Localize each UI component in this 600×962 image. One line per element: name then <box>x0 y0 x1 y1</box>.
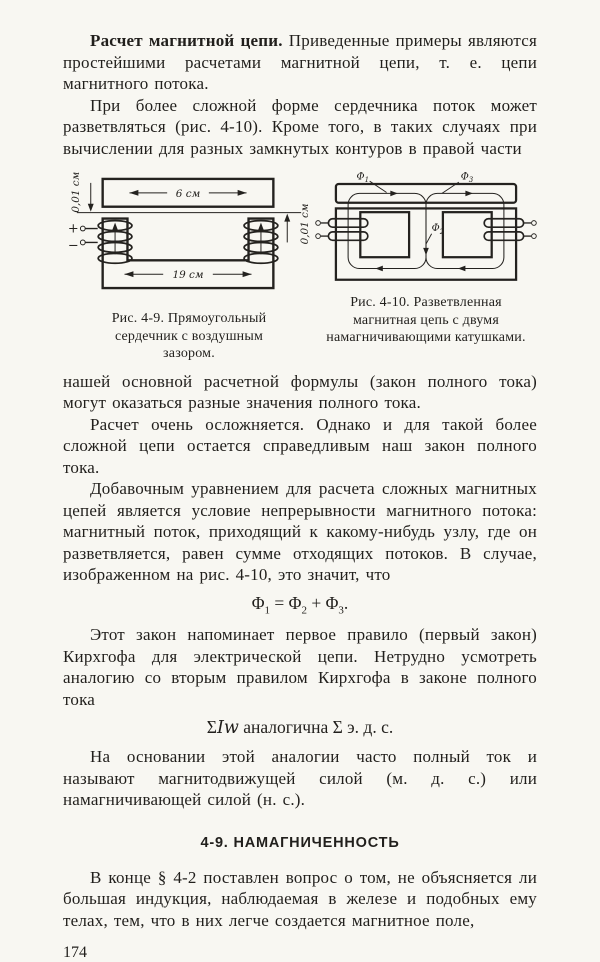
fig410-phi3-label: $\Phi_3$ <box>460 171 474 185</box>
formula-mmf-analogy: ΣIw аналогична Σ э. д. с. <box>206 717 394 738</box>
fig49-plus-sign: + <box>67 221 79 237</box>
fig49-gap-left-label: 0,01 см <box>69 171 82 213</box>
fig49-flux-arrow-left <box>112 223 118 231</box>
paragraph-kirchhoff-analogy: Этот закон напоминает первое правило (первый закон) Кирхгофа для электрической цепи. Нетрудно усмотреть аналогию со вторым правилом Кирхгофа в законе полного тока <box>63 625 537 709</box>
paragraph-continuity-condition: Добавочным уравнением для расчета сложных магнитных цепей является условие непрерывности магнитного потока: магнитный поток, приходящий к какому-нибудь узлу, где он разветвляется, равен сумме отходящих потоков. В случае, изображенном на рис. 4-10, это значит, что <box>63 479 537 584</box>
paragraph-calculation-complicated: Расчет очень осложняется. Однако и для такой более сложной цепи остается справедливым наш закон полного тока. <box>63 414 537 477</box>
paragraph-magnetization-intro: В конце § 4-2 поставлен вопрос о том, не объясняется ли большая индукция, наблюдаемая в железе и подобных ему телах, тем, что в них легче создается магнитное поле, <box>63 867 537 930</box>
section-heading-4-9: 4-9. НАМАГНИЧЕННОСТЬ <box>200 834 400 851</box>
fig-4-9-diagram <box>66 169 312 300</box>
fig-4-10-diagram <box>313 169 539 291</box>
figure-4-10 <box>315 169 537 347</box>
fig410-phi1-label: $\Phi_1$ <box>356 171 370 185</box>
figure-4-9 <box>63 169 315 363</box>
paragraph-mmf-naming: На основании этой аналогии часто полный ток и называют магнитодвижущей силой (м. д. с.) или намагничивающей силой (н. с.). <box>63 747 537 809</box>
page-number: 174 <box>63 944 87 961</box>
formula-flux-sum: $\Phi_1 = \Phi_2 + \Phi_3$. <box>251 592 349 616</box>
paragraph-lead-bold: Расчет магнитной цепи. <box>90 31 283 50</box>
paragraph-magnetic-circuit-intro <box>63 30 537 95</box>
fig49-flux-arrow-right <box>258 223 264 231</box>
fig49-dim-6cm-label: 6 см <box>175 187 201 200</box>
paragraph-formula-continuation: нашей основной расчетной формулы (закон полного тока) могут оказаться разные значения полного тока. <box>63 371 537 412</box>
paragraph-lead-rest: Приведенные примеры являются простейшими расчетами магнитной цепи, т. е. цепи магнитного потока. <box>63 31 538 93</box>
fig-4-9-caption: Рис. 4-9. Прямоугольный сердечник с воздушным зазором. <box>111 311 267 361</box>
fig49-gap-right-label: 0,01 см <box>299 203 312 245</box>
paragraph-complex-core: При более сложной форме сердечника поток может разветвляться (рис. 4-10). Кроме того, в таких случаях при вычислении для разных замкнутых контуров в правой части <box>63 95 537 158</box>
fig410-phi2-label: $\Phi_2$ <box>431 222 445 236</box>
fig-4-10-caption: Рис. 4-10. Разветвленная магнитная цепь с двумя намагничивающими катушками. <box>326 295 526 345</box>
fig49-terminals <box>68 222 98 254</box>
fig49-minus-sign: − <box>67 238 79 254</box>
fig49-dim-19cm-label: 19 см <box>172 269 204 282</box>
figures-row <box>63 169 537 363</box>
